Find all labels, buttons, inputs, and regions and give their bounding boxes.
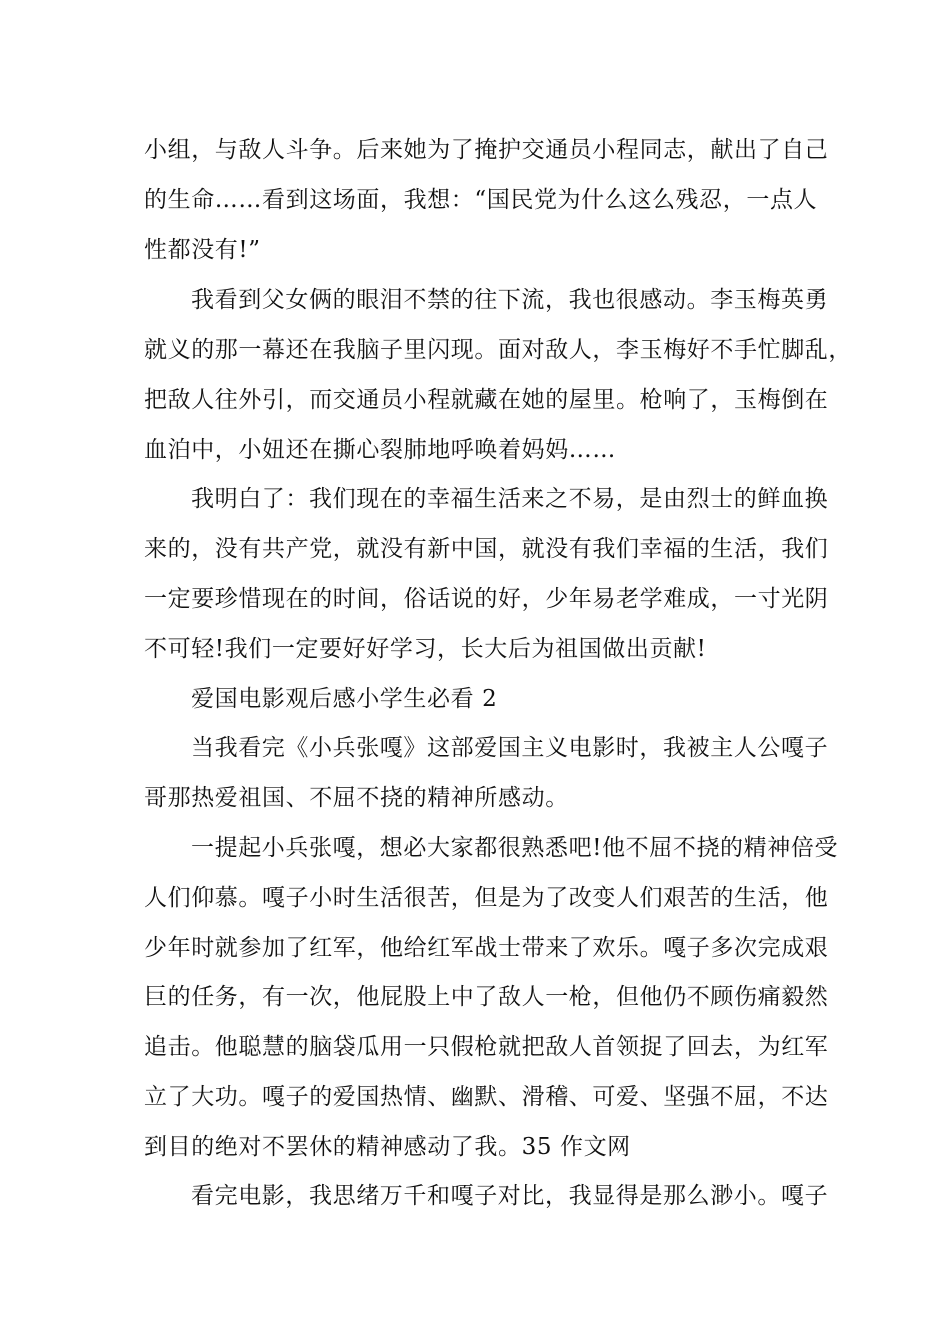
paragraph-first-line: 看完电影，我思绪万千和嘎子对比，我显得是那么渺小。嘎子 — [191, 1183, 829, 1209]
text-line: 巨的任务，有一次，他屁股上中了敌人一枪，但他仍不顾伤痛毅然 — [144, 984, 829, 1010]
paragraph-first-line: 当我看完《小兵张嘎》这部爱国主义电影时，我被主人公嘎子 — [191, 735, 829, 761]
text-line: 人们仰慕。嘎子小时生活很苦，但是为了改变人们艰苦的生活，他 — [144, 885, 829, 911]
text-line: 小组，与敌人斗争。后来她为了掩护交通员小程同志，献出了自己 — [144, 137, 829, 163]
text-line: 来的，没有共产党，就没有新中国，就没有我们幸福的生活，我们 — [144, 536, 829, 562]
text-line: 性都没有!” — [144, 237, 261, 263]
text-line: 追击。他聪慧的脑袋瓜用一只假枪就把敌人首领捉了回去，为红军 — [144, 1034, 829, 1060]
paragraph-first-line: 一提起小兵张嘎，想必大家都很熟悉吧!他不屈不挠的精神倍受 — [191, 835, 839, 861]
text-line: 少年时就参加了红军，他给红军战士带来了欢乐。嘎子多次完成艰 — [144, 935, 829, 961]
text-line: 血泊中，小妞还在撕心裂肺地呼唤着妈妈…… — [144, 437, 616, 463]
paragraph-first-line: 我看到父女俩的眼泪不禁的往下流，我也很感动。李玉梅英勇 — [191, 287, 829, 313]
text-line: 把敌人往外引，而交通员小程就藏在她的屋里。枪响了，玉梅倒在 — [144, 387, 829, 413]
text-line: 一定要珍惜现在的时间，俗话说的好，少年易老学难成，一寸光阴 — [144, 586, 829, 612]
text-line: 就义的那一幕还在我脑子里闪现。面对敌人，李玉梅好不手忙脚乱， — [144, 337, 852, 363]
text-line: 不可轻!我们一定要好好学习，长大后为祖国做出贡献! — [144, 636, 707, 662]
paragraph-first-line: 我明白了：我们现在的幸福生活来之不易，是由烈士的鲜血换 — [191, 486, 829, 512]
text-line: 立了大功。嘎子的爱国热情、幽默、滑稽、可爱、坚强不屈，不达 — [144, 1084, 829, 1110]
text-line: 到目的绝对不罢休的精神感动了我。35 作文网 — [144, 1134, 631, 1160]
text-line: 的生命……看到这场面，我想：“国民党为什么这么残忍，一点人 — [144, 187, 818, 213]
section-heading: 爱国电影观后感小学生必看 2 — [191, 686, 498, 712]
text-line: 哥那热爱祖国、不屈不挠的精神所感动。 — [144, 785, 569, 811]
